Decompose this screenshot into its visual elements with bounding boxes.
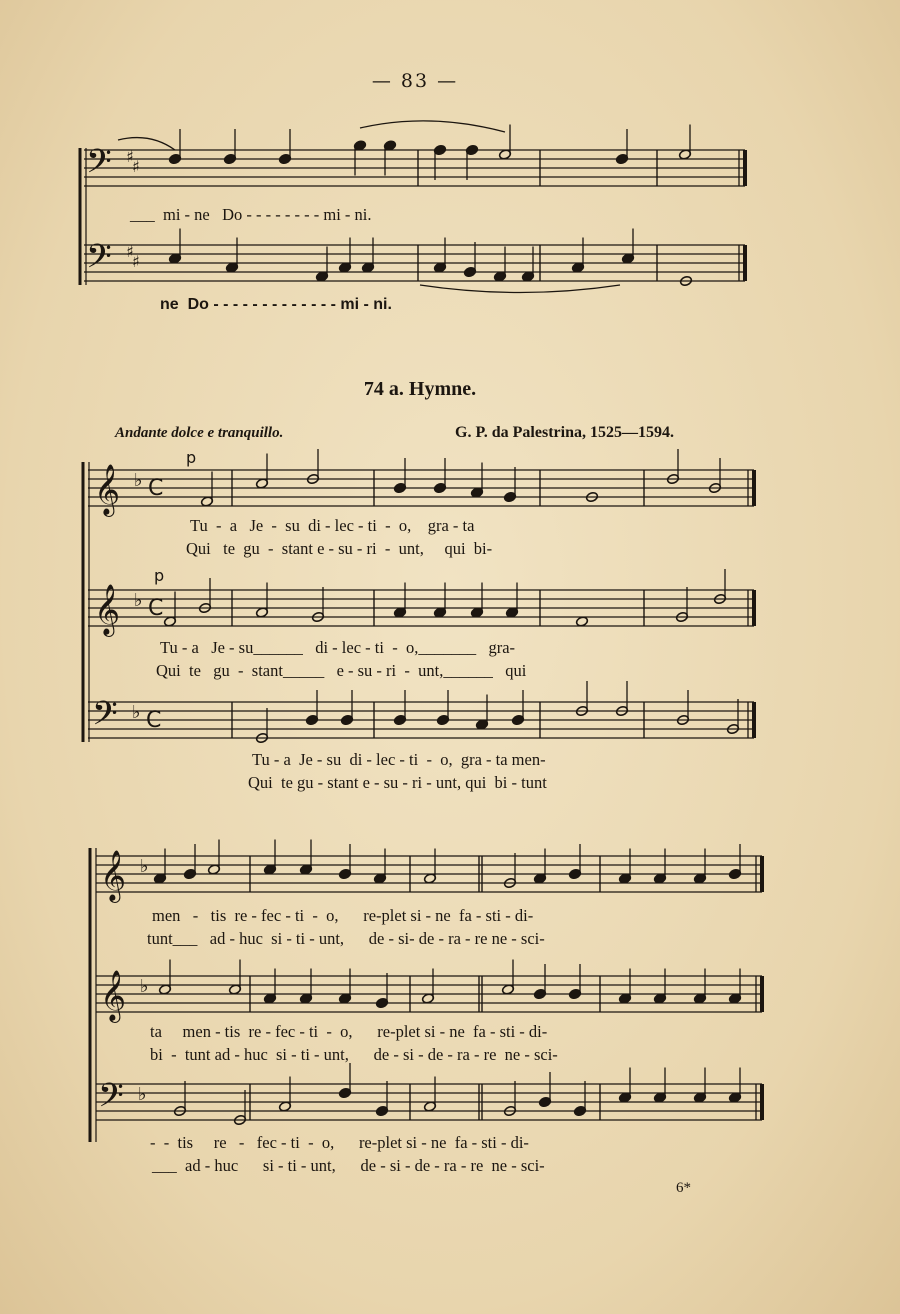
tempo-marking: Andante dolce e tranquillo. — [115, 425, 284, 441]
lyric-line: ___ ad - huc si - ti - unt, de - si - de - ra - re ne - sci- — [152, 1156, 545, 1175]
lyric-line: Qui te gu - stant_____ e - su - ri - unt,______ qui — [156, 661, 527, 680]
lyric-line: ne Do - - - - - - - - - - - - - mi - ni. — [160, 296, 392, 313]
treble-clef-icon: 𝄞 — [100, 970, 127, 1021]
treble-clef-icon: 𝄞 — [94, 584, 121, 635]
flat-icon: ♭ — [134, 470, 143, 491]
phrase-slur — [360, 121, 505, 132]
sharp-icon: ♯ — [126, 242, 134, 261]
bass-clef-icon: 𝄢 — [92, 695, 118, 741]
bass-clef-icon: 𝄢 — [98, 1077, 124, 1123]
dynamic-p-icon: p — [154, 566, 165, 585]
flat-icon: ♭ — [140, 976, 149, 997]
lyric-line: Qui te gu - stant e - su - ri - unt, qui bi- — [186, 539, 493, 558]
bass-clef-icon: 𝄢 — [86, 238, 112, 284]
hymn-title: 74 a. Hymne. — [363, 378, 477, 400]
composer-credit: G. P. da Palestrina, 1525—1594. — [455, 424, 674, 441]
common-time-icon: C — [148, 476, 164, 501]
treble-clef-icon: 𝄞 — [94, 464, 121, 515]
common-time-icon: C — [148, 596, 164, 621]
lyric-line: tunt___ ad - huc si - ti - unt, de - si- de - ra - re ne - sci- — [147, 929, 545, 948]
signature-mark: 6* — [676, 1180, 691, 1196]
dynamic-p-icon: p — [186, 448, 197, 467]
lyric-line: men - tis re - fec - ti - o, re-plet si - ne fa - sti - di- — [152, 906, 534, 925]
phrase-slur — [420, 285, 620, 293]
sharp-icon: ♯ — [132, 252, 140, 271]
common-time-icon: C — [146, 708, 162, 733]
lyric-line: - - tis re - fec - ti - o, re-plet si - ne fa - sti - di- — [150, 1133, 529, 1152]
lyric-line: Tu - a Je - su di - lec - ti - o, gra - ta — [190, 516, 475, 535]
flat-icon: ♭ — [140, 856, 149, 877]
bass-clef-icon: 𝄢 — [86, 143, 112, 189]
page-number: — 83 — — [371, 70, 459, 92]
lyric-line: Tu - a Je - su di - lec - ti - o, gra - ta men- — [252, 750, 546, 769]
flat-icon: ♭ — [134, 590, 143, 611]
lyric-line: ta men - tis re - fec - ti - o, re-plet si - ne fa - sti - di- — [150, 1022, 548, 1041]
sharp-icon: ♯ — [126, 147, 134, 166]
lyric-line: ___ mi - ne Do - - - - - - - - mi - ni. — [130, 205, 372, 224]
flat-icon: ♭ — [132, 702, 141, 723]
sharp-icon: ♯ — [132, 157, 140, 176]
lyric-line: Tu - a Je - su______ di - lec - ti - o,_______ gra- — [160, 638, 516, 657]
lyric-line: Qui te gu - stant e - su - ri - unt, qui bi - tunt — [248, 773, 547, 792]
lyric-line: bi - tunt ad - huc si - ti - unt, de - si - de - ra - re ne - sci- — [150, 1045, 558, 1064]
treble-clef-icon: 𝄞 — [100, 850, 127, 901]
flat-icon: ♭ — [138, 1084, 147, 1105]
